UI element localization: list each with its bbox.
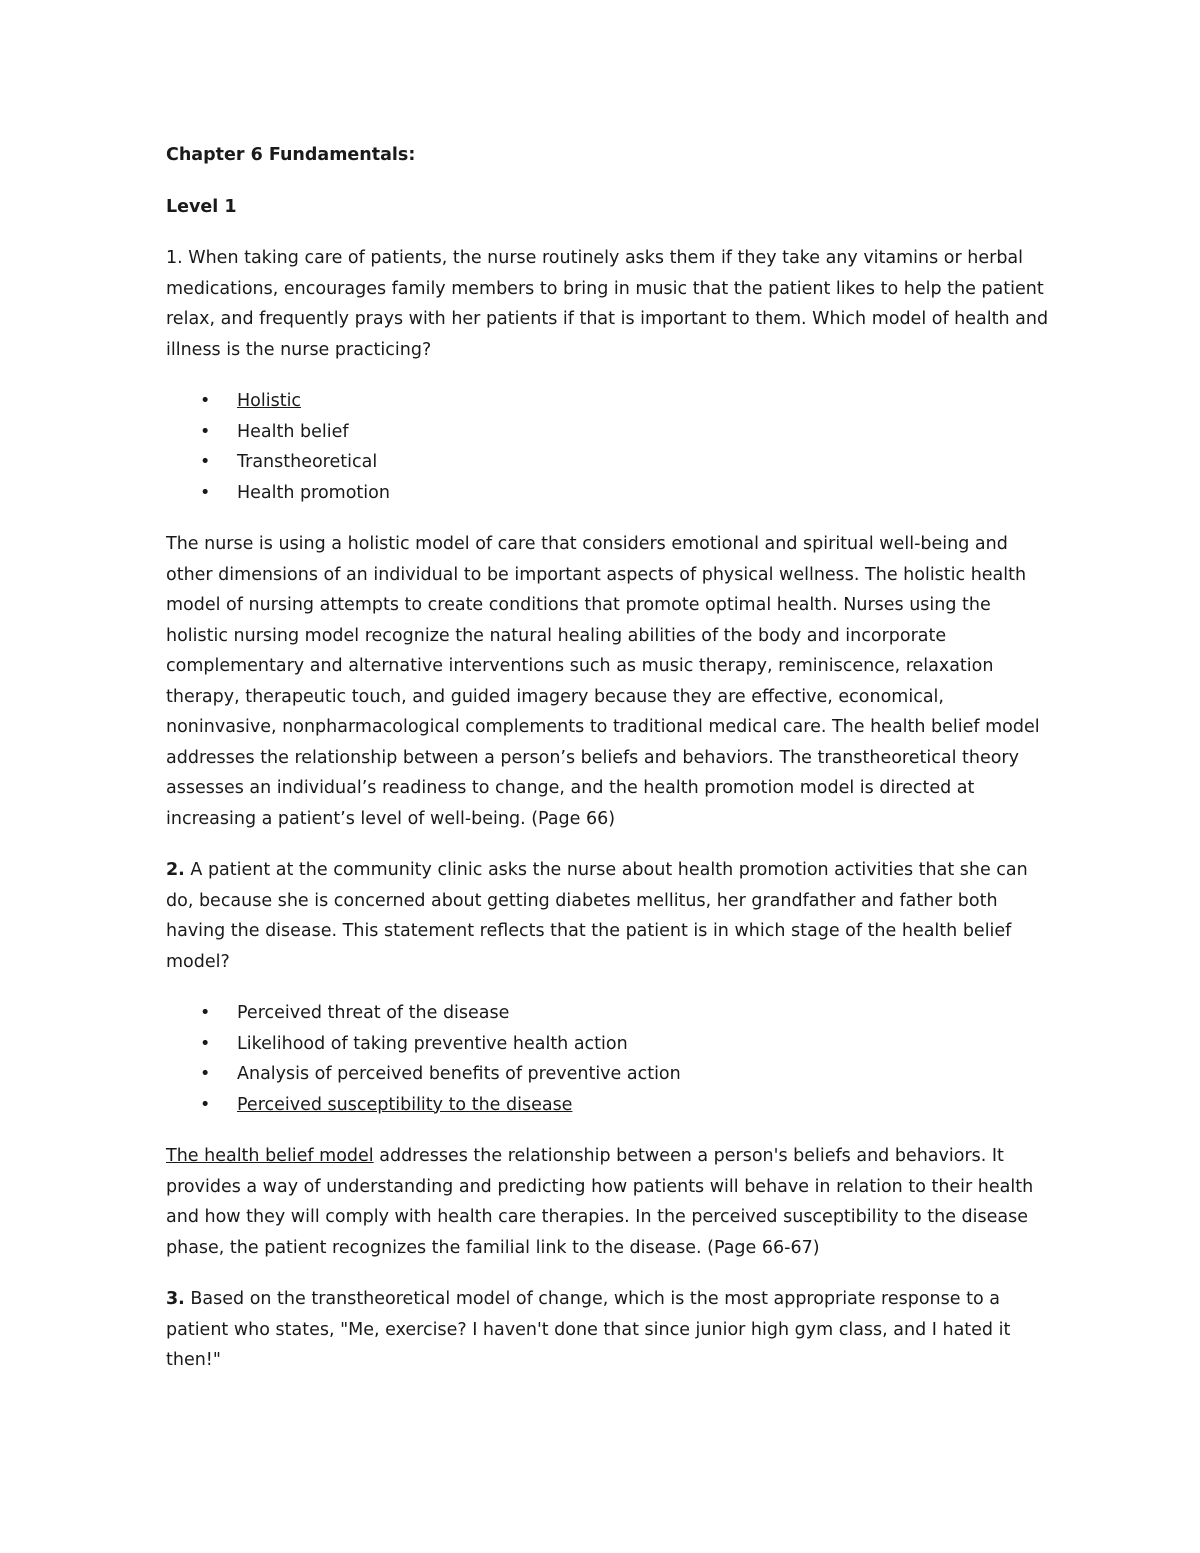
option-label: Perceived threat of the disease xyxy=(237,1003,510,1023)
bullet-icon: • xyxy=(200,1033,211,1054)
bullet-icon: • xyxy=(200,391,211,411)
question-1 xyxy=(166,243,1050,365)
question-text: When taking care of patients, the nurse routinely asks them if they take any vitamins or herbal medications, encourages family members to bring in music that the patient likes to help the patient relax, and frequently prays with her patients if that is important to them. Which model of health and illness is the nurse practicing? xyxy=(166,248,1049,360)
question-number: 1. xyxy=(166,248,183,268)
question-2-options xyxy=(166,998,1050,1120)
document-title: Chapter 6 Fundamentals: xyxy=(166,145,416,165)
bullet-icon: • xyxy=(200,1003,211,1023)
option-item xyxy=(166,478,1050,509)
bullet-icon: • xyxy=(200,482,211,503)
answer-lead-term: The health belief model xyxy=(166,1146,374,1166)
level-heading: Level 1 xyxy=(166,196,237,217)
option-label: Transtheoretical xyxy=(237,452,378,472)
question-text: Based on the transtheoretical model of change, which is the most appropriate response to a patient who states, "Me, exercise? I haven't done that since junior high gym class, and I hated it then!" xyxy=(166,1289,1011,1370)
option-item xyxy=(166,386,1050,417)
option-label: Analysis of perceived benefits of preventive action xyxy=(237,1064,681,1084)
question-text: A patient at the community clinic asks the nurse about health promotion activities that she can do, because she is concerned about getting diabetes mellitus, her grandfather and father both having the disease. This statement reflects that the patient is in which stage of the health belief model? xyxy=(166,860,1028,972)
bullet-icon: • xyxy=(200,1064,211,1084)
option-item xyxy=(166,1059,1050,1090)
question-2 xyxy=(166,855,1050,977)
answer-explanation-2 xyxy=(166,1141,1050,1263)
option-label-correct: Perceived susceptibility to the disease xyxy=(237,1094,573,1115)
question-1-options xyxy=(166,386,1050,508)
answer-text: addresses the relationship between a person's beliefs and behaviors. It provides a way of understanding and predicting how patients will behave in relation to their health and how they will comply with health care therapies. In the perceived susceptibility to the disease phase, the patient recognizes the familial link to the disease. (Page 66-67) xyxy=(166,1146,1034,1258)
answer-explanation-1: The nurse is using a holistic model of care that considers emotional and spiritual well-being and other dimensions of an individual to be important aspects of physical wellness. The holistic health model of nursing attempts to create conditions that promote optimal health. Nurses using the holistic nursing model recognize the natural healing abilities of the body and incorporate complementary and alternative interventions such as music therapy, reminiscence, relaxation therapy, therapeutic touch, and guided imagery because they are effective, economical, noninvasive, nonpharmacological complements to traditional medical care. The health belief model addresses the relationship between a person’s beliefs and behaviors. The transtheoretical theory assesses an individual’s readiness to change, and the health promotion model is directed at increasing a patient’s level of well-being. (Page 66) xyxy=(166,534,1040,829)
bullet-icon: • xyxy=(200,452,211,472)
option-label: Likelihood of taking preventive health action xyxy=(237,1033,628,1054)
bullet-icon: • xyxy=(200,421,211,442)
question-number: 2. xyxy=(166,860,185,880)
question-3 xyxy=(166,1284,1050,1376)
option-label: Health belief xyxy=(237,421,349,442)
option-item xyxy=(166,417,1050,448)
question-number: 3. xyxy=(166,1289,185,1309)
option-item xyxy=(166,998,1050,1029)
bullet-icon: • xyxy=(200,1094,211,1115)
option-label: Health promotion xyxy=(237,482,390,503)
option-item xyxy=(166,1029,1050,1060)
option-item xyxy=(166,447,1050,478)
option-item xyxy=(166,1090,1050,1121)
option-label-correct: Holistic xyxy=(237,391,302,411)
